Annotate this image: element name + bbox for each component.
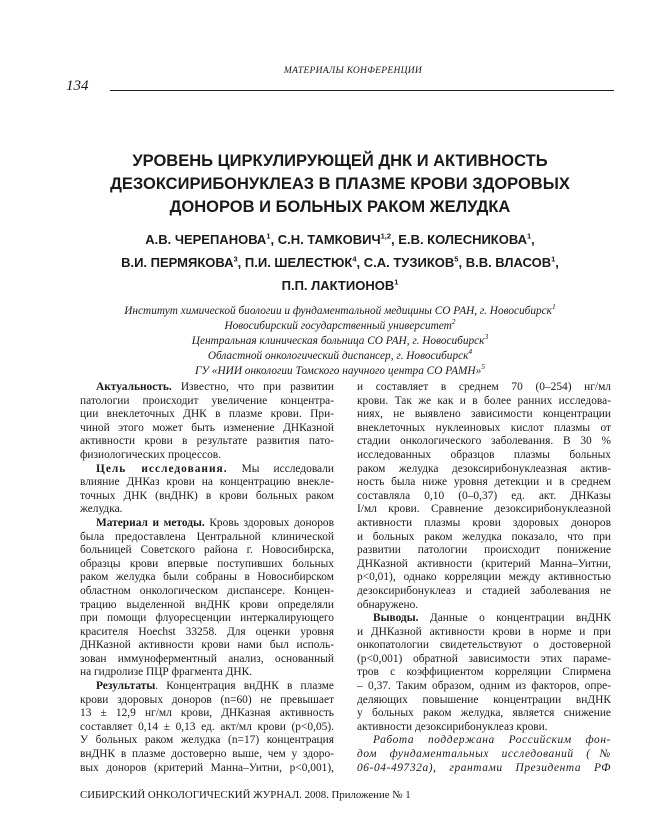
text-line	[80, 721, 334, 735]
line-text: онкопатологии свидетельствуют о достоверной	[357, 639, 611, 652]
text-line	[80, 762, 334, 776]
paragraph	[357, 612, 611, 734]
text-line	[80, 395, 334, 409]
text-line	[357, 666, 611, 680]
author-affiliation-mark: 4	[352, 254, 357, 264]
line-text: красителя Hoechst 33258. Для оценки уровня	[80, 625, 334, 638]
text-line	[357, 653, 611, 667]
line-text: дезоксирибонуклеаз и стадией заболевания не	[357, 584, 611, 597]
line-text: была предоставлена Центральной клинической	[80, 530, 334, 543]
text-line	[357, 558, 611, 572]
article-header	[60, 150, 620, 379]
journal-footer: СИБИРСКИЙ ОНКОЛОГИЧЕСКИЙ ЖУРНАЛ. 2008. Приложение № 1	[80, 789, 411, 801]
text-line	[80, 517, 334, 531]
text-line	[80, 694, 334, 708]
author-separator: ,	[458, 255, 466, 270]
text-line	[357, 531, 611, 545]
author-affiliation-mark: 3	[233, 254, 238, 264]
section-heading: Цель исследования.	[96, 462, 228, 475]
author-name: С.Н. ТАМКОВИЧ	[277, 232, 381, 247]
text-line	[80, 490, 334, 504]
text-line	[80, 707, 334, 721]
section-heading: Выводы.	[373, 612, 419, 625]
author-name: Е.В. КОЛЕСНИКОВА	[398, 232, 527, 247]
line-text: дом фундаментальных исследований (№	[357, 748, 611, 761]
line-text: активности плазмы крови здоровых доноров	[357, 516, 611, 529]
text-line	[80, 408, 334, 422]
affiliation-mark: 4	[468, 347, 473, 357]
text-line	[80, 476, 334, 490]
line-text: . Концентрация внДНК в плазме	[155, 680, 334, 693]
text-line	[80, 435, 334, 449]
text-line	[357, 707, 611, 721]
text-line	[357, 734, 611, 748]
text-line	[80, 503, 334, 517]
text-line	[357, 612, 611, 626]
line-text: У больных раком желудка (n=17) концентрация	[80, 734, 334, 747]
affiliation-text: Новосибирский государственный университет	[224, 320, 452, 332]
paragraph	[357, 381, 611, 612]
line-text: составляла 0,10 (0–0,37) ед. акт. ДНКазы	[357, 489, 611, 502]
line-text: Известно, что при развитии	[171, 381, 334, 393]
line-text: вых доноров (критерий Манна–Уитни, p<0,001),	[80, 761, 334, 774]
line-text: 13 ± 12,9 нг/мл крови, ДНКазная активность	[80, 707, 334, 720]
line-text: – 0,37. Таким образом, одним из факторов, опре-	[357, 680, 611, 693]
affiliation-text: ГУ «НИИ онкологии Томского научного центра СО РАМН»	[195, 365, 482, 377]
text-line	[357, 517, 611, 531]
line-text: Работа поддержана Российским фон-	[373, 734, 611, 747]
author-separator: ,	[555, 255, 559, 270]
text-line	[357, 585, 611, 599]
line-text: (p<0,001) обратной зависимости этих параме-	[357, 652, 611, 665]
text-line	[80, 422, 334, 436]
affiliation-mark: 3	[484, 332, 489, 342]
author-affiliation-mark: 1	[394, 277, 399, 287]
author-list	[60, 228, 620, 297]
line-text: Кровь здоровых доноров	[204, 516, 334, 529]
author-line	[60, 251, 620, 274]
text-line	[80, 381, 334, 395]
line-text: и составляет в среднем 70 (0–254) нг/мл	[357, 381, 611, 393]
section-heading: Материал и методы.	[96, 516, 205, 529]
line-text: образцы крови впервые поступивших больных	[80, 557, 334, 570]
line-text: развитии патологии происходит понижение	[357, 544, 611, 557]
line-text: исследованных образцов плазмы больных	[357, 448, 611, 461]
line-text: внДНК в плазме достоверно выше, чем у здоро-	[80, 748, 334, 761]
text-line	[357, 490, 611, 504]
affiliation	[60, 349, 620, 364]
affiliation-text: Областной онкологический диспансер, г. Новосибирск	[207, 350, 469, 362]
line-text: внеклеточных нуклеиновых кислот плазмы от	[357, 421, 611, 434]
line-text: патологии происходит увеличение концентра-	[80, 394, 334, 407]
paragraph	[80, 680, 334, 775]
paragraph	[80, 463, 334, 517]
text-line	[357, 626, 611, 640]
paragraph	[80, 517, 334, 680]
line-text: на гидролизе ПЦР фрагмента ДНК.	[80, 666, 253, 679]
text-line	[80, 680, 334, 694]
author-line	[60, 228, 620, 251]
article-title	[60, 150, 620, 219]
author-affiliation-mark: 1	[551, 254, 556, 264]
line-text: I/мл крови. Сравнение дезоксирибонуклеазной	[357, 503, 611, 516]
line-text: влияние ДНКаз крови на концентрацию внекле-	[80, 476, 334, 489]
author-name: П.И. ШЕЛЕСТЮК	[244, 255, 353, 270]
line-text: раком желудка были собраны в Новосибирском	[80, 571, 334, 584]
text-line	[357, 571, 611, 585]
text-line	[357, 599, 611, 613]
line-text: обнаружено.	[357, 598, 419, 611]
line-text: зован иммуноферментный анализ, основанный	[80, 652, 334, 665]
text-line	[357, 762, 611, 776]
section-heading: Актуальность.	[96, 381, 172, 393]
author-affiliation-mark: 5	[454, 254, 459, 264]
affiliation	[60, 364, 620, 379]
left-column	[80, 381, 334, 775]
text-line	[357, 680, 611, 694]
line-text: Мы исследовали	[227, 462, 334, 475]
author-name: А.В. ЧЕРЕПАНОВА	[145, 232, 267, 247]
page-number: 134	[66, 78, 89, 94]
line-text: трацию выделенной внДНК крови определяли	[80, 598, 334, 611]
line-text: точных ДНК (внДНК) в крови больных раком	[80, 489, 334, 502]
author-line	[60, 274, 620, 297]
line-text: p<0,01), однако корреляции между активностью	[357, 571, 611, 584]
affiliation-text: Центральная клиническая больница СО РАН, г. Новосибирск	[191, 335, 485, 347]
text-line	[80, 626, 334, 640]
text-line	[80, 449, 334, 463]
text-line	[80, 463, 334, 477]
section-heading: Результаты	[96, 680, 156, 693]
line-text: ДНКазной активности крови нами был исполь-	[80, 639, 334, 652]
affiliation-list	[60, 304, 620, 379]
text-line	[357, 422, 611, 436]
author-affiliation-mark: 1	[527, 231, 532, 241]
line-text: крови. Так же как и в более ранних исследова-	[357, 394, 611, 407]
line-text: активности крови в результате развития пато-	[80, 435, 334, 448]
line-text: у больных раком желудка, является снижение	[357, 707, 611, 720]
text-line	[357, 435, 611, 449]
text-line	[357, 476, 611, 490]
author-separator: ,	[531, 232, 535, 247]
right-column	[357, 381, 611, 775]
text-line	[357, 503, 611, 517]
author-affiliation-mark: 1	[266, 231, 271, 241]
text-line	[357, 748, 611, 762]
header-rule	[110, 90, 614, 91]
text-line	[357, 395, 611, 409]
affiliation-mark: 5	[481, 362, 485, 372]
text-line	[80, 639, 334, 653]
title-line: УРОВЕНЬ ЦИРКУЛИРУЮЩЕЙ ДНК И АКТИВНОСТЬ	[132, 152, 548, 170]
line-text: при помощи флуоресценции интеркалирующего	[80, 612, 334, 625]
affiliation	[60, 304, 620, 319]
text-line	[80, 544, 334, 558]
line-text: Данные о концентрации внДНК	[418, 612, 611, 625]
line-text: составляет 0,14 ± 0,13 ед. акт/мл крови (p<0,05).	[80, 720, 334, 733]
line-text: тров с коэффициентом корреляции Спирмена	[357, 666, 611, 679]
author-name: С.А. ТУЗИКОВ	[363, 255, 455, 270]
affiliation	[60, 319, 620, 334]
text-line	[80, 599, 334, 613]
line-text: ДНКазной активности (критерий Манна–Уитни,	[357, 557, 611, 570]
author-separator: ,	[391, 232, 399, 247]
line-text: ниях, не выявлено зависимости концентрации	[357, 408, 611, 421]
text-line	[80, 653, 334, 667]
text-line	[357, 544, 611, 558]
text-line	[357, 721, 611, 735]
line-text: деляющих повышение концентрации внДНК	[357, 693, 611, 706]
title-line: ДЕЗОКСИРИБОНУКЛЕАЗ В ПЛАЗМЕ КРОВИ ЗДОРОВЫХ	[110, 175, 570, 193]
line-text: крови здоровых доноров (n=60) не превышает	[80, 693, 334, 706]
line-text: активности дезоксирибонуклеаз крови.	[357, 720, 548, 733]
text-line	[357, 408, 611, 422]
affiliation	[60, 334, 620, 349]
text-line	[80, 612, 334, 626]
line-text: стадии онкологического заболевания. В 30 %	[357, 435, 611, 448]
text-line	[80, 666, 334, 680]
text-line	[80, 734, 334, 748]
running-title: МАТЕРИАЛЫ КОНФЕРЕНЦИИ	[283, 66, 423, 76]
affiliation-mark: 1	[551, 302, 556, 312]
text-line	[80, 748, 334, 762]
author-name: В.И. ПЕРМЯКОВА	[121, 255, 234, 270]
paragraph	[357, 734, 611, 775]
author-separator: ,	[356, 255, 364, 270]
title-line: ДОНОРОВ И БОЛЬНЫХ РАКОМ ЖЕЛУДКА	[169, 198, 511, 216]
line-text: раком желудка дезоксирибонуклеазная актив-	[357, 462, 611, 475]
author-name: П.П. ЛАКТИОНОВ	[281, 278, 395, 293]
author-separator: ,	[237, 255, 245, 270]
line-text: физиологических процессов.	[80, 448, 222, 461]
line-text: больницей Советского района г. Новосибирска,	[80, 544, 334, 557]
paragraph	[80, 381, 334, 463]
author-name: В.В. ВЛАСОВ	[465, 255, 552, 270]
line-text: желудка.	[80, 503, 123, 516]
line-text: 06-04-49732а), грантами Президента РФ	[357, 761, 611, 774]
line-text: ции внеклеточных ДНК в плазме крови. При-	[80, 408, 334, 421]
text-line	[357, 381, 611, 395]
text-line	[357, 463, 611, 477]
text-line	[357, 449, 611, 463]
text-line	[357, 639, 611, 653]
text-line	[80, 571, 334, 585]
text-line	[80, 558, 334, 572]
text-line	[80, 585, 334, 599]
affiliation-mark: 2	[451, 317, 456, 327]
author-affiliation-mark: 1,2	[380, 231, 392, 241]
affiliation-text: Институт химической биологии и фундаментальной медицины СО РАН, г. Новосибирск	[124, 305, 552, 317]
line-text: и ДНКазной активности крови в норме и при	[357, 625, 611, 638]
line-text: чиной этого может быть изменение ДНКазной	[80, 421, 334, 434]
text-line	[80, 531, 334, 545]
author-separator: ,	[270, 232, 278, 247]
text-line	[357, 694, 611, 708]
line-text: ность была ниже уровня детекции и в среднем	[357, 476, 611, 489]
line-text: и больных раком желудка показало, что при	[357, 530, 611, 543]
line-text: областном онкологическом диспансере. Концен-	[80, 584, 334, 597]
